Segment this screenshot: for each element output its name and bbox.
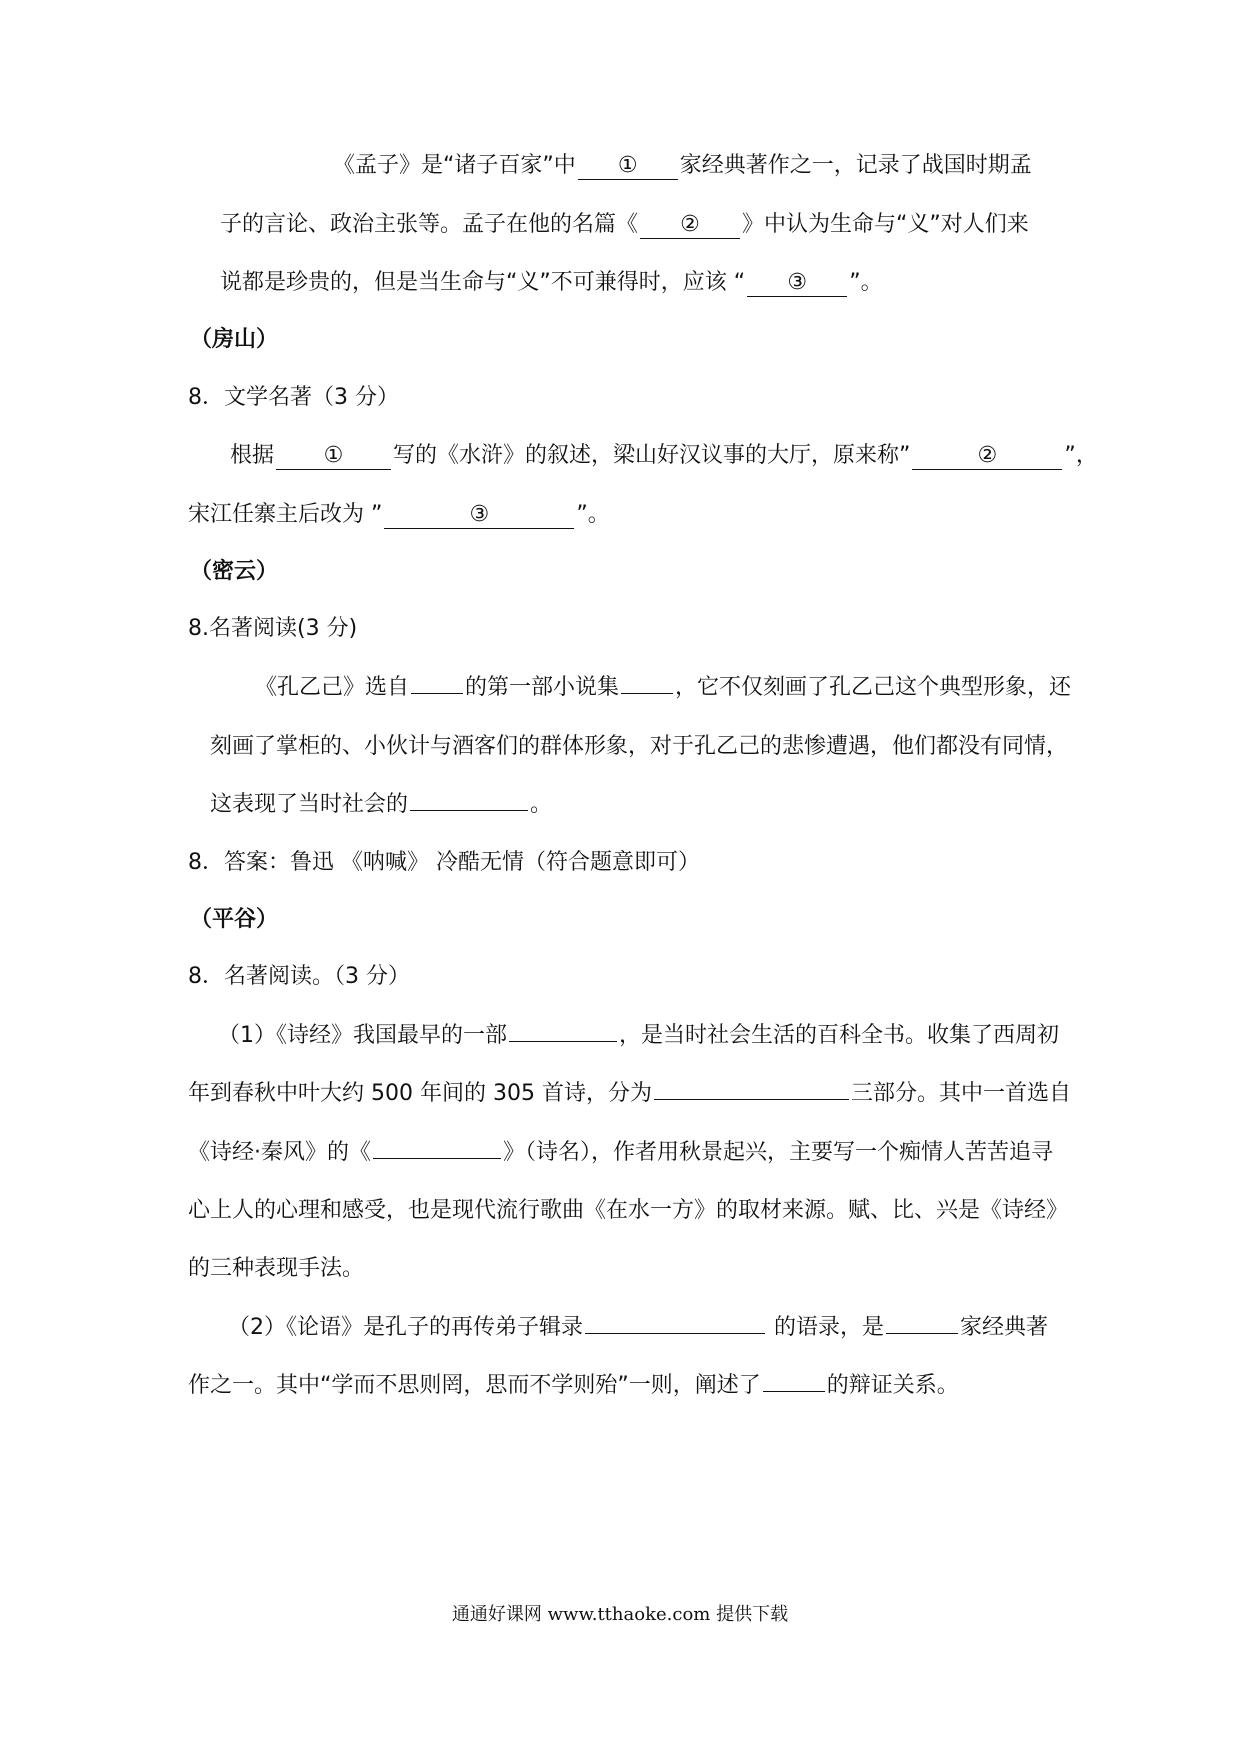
s2-text: ”， (1064, 443, 1098, 468)
s1-text: 家经典著作之一，记录了战国时期孟 (679, 153, 1032, 178)
s4-p1-line-2 (188, 1079, 1071, 1109)
question-title: 8.名著阅读(3 分) (188, 616, 358, 641)
s2-text: 宋江任寨主后改为 ” (188, 502, 383, 527)
s4-p2-line-1 (228, 1313, 1048, 1343)
s4-text: ，是当时社会生活的百科全书。收集了西周初 (619, 1023, 1060, 1048)
s4-text: 》（诗名），作者用秋景起兴，主要写一个痴情人苦苦追寻 (503, 1140, 1054, 1165)
blank (410, 810, 528, 811)
s4-p1-line-5: 的三种表现手法。 (188, 1256, 365, 1281)
s4-text: 的语录，是 (767, 1315, 884, 1340)
s4-text: （1）《诗经》我国最早的一部 (218, 1023, 507, 1048)
s1-text: 说都是珍贵的，但是当生命与“义”不可兼得时，应该 “ (220, 270, 746, 295)
s2-text: ”。 (576, 502, 610, 527)
s3-text: ，它不仅刻画了孔乙己这个典型形象，还 (675, 675, 1072, 700)
s2-line-1 (230, 441, 1098, 471)
s1-line-2 (220, 210, 1029, 240)
blank-3: ③ (384, 502, 574, 529)
page-footer: 通通好课网 www.tthaoke.com 提供下载 (451, 1604, 789, 1625)
blank (585, 1333, 765, 1334)
blank (373, 1158, 501, 1159)
blank (411, 693, 463, 694)
s4-p1-line-1 (218, 1021, 1059, 1051)
blank (763, 1391, 825, 1392)
blank-3: ③ (747, 270, 847, 297)
s2-line-2 (188, 500, 610, 530)
blank-2: ② (640, 212, 740, 239)
region-miyun: （密云） (190, 559, 279, 584)
s4-text: 作之一。其中“学而不思则罔，思而不学则殆”一则，阐述了 (188, 1373, 761, 1398)
s3-text: 这表现了当时社会的 (210, 792, 409, 817)
blank (654, 1099, 849, 1100)
s3-text: 的第一部小说集 (465, 675, 620, 700)
s4-text: （2）《论语》是孔子的再传弟子辑录 (228, 1315, 583, 1340)
blank-1: ① (578, 153, 678, 180)
s4-text: 《诗经·秦风》的《 (188, 1140, 371, 1165)
s2-text: 写的《水浒》的叙述，梁山好汉议事的大厅，原来称” (393, 443, 911, 468)
s1-line-3 (220, 268, 883, 298)
s4-p2-line-2 (188, 1371, 959, 1401)
s1-text: 》中认为生命与“义”对人们来 (742, 212, 1029, 237)
blank (886, 1333, 958, 1334)
s1-text: 《孟子》是“诸子百家”中 (333, 153, 576, 178)
s3-text: 《孔乙己》选自 (255, 675, 410, 700)
blank (621, 693, 673, 694)
region-pinggu: （平谷） (190, 907, 279, 932)
s3-line-3 (210, 790, 552, 820)
s4-p1-line-4: 心上人的心理和感受，也是现代流行歌曲《在水一方》的取材来源。赋、比、兴是《诗经》 (188, 1198, 1069, 1223)
s4-text: 三部分。其中一首选自 (850, 1081, 1071, 1106)
blank-2: ② (912, 443, 1062, 470)
s1-text: ”。 (849, 270, 883, 295)
s4-text: 的辩证关系。 (826, 1373, 959, 1398)
answer: 8．答案：鲁迅 《呐喊》 冷酷无情（符合题意即可） (188, 850, 700, 875)
s1-line-1 (333, 151, 1032, 181)
s3-line-2: 刻画了掌柜的、小伙计与酒客们的群体形象，对于孔乙己的悲惨遭遇，他们都没有同情， (210, 734, 1069, 759)
question-title: 8．文学名著（3 分） (188, 385, 399, 410)
s3-line-1 (255, 673, 1071, 703)
s2-text: 根据 (230, 443, 275, 468)
blank-1: ① (276, 443, 391, 470)
s4-text: 年到春秋中叶大约 500 年间的 305 首诗，分为 (188, 1081, 652, 1106)
s1-text: 子的言论、政治主张等。孟子在他的名篇《 (220, 212, 639, 237)
blank (509, 1041, 617, 1042)
question-title: 8．名著阅读。（3 分） (188, 964, 410, 989)
region-fangshan: （房山） (190, 327, 279, 352)
s3-text: 。 (530, 792, 553, 817)
s4-text: 家经典著 (960, 1315, 1049, 1340)
s4-p1-line-3 (188, 1138, 1053, 1168)
